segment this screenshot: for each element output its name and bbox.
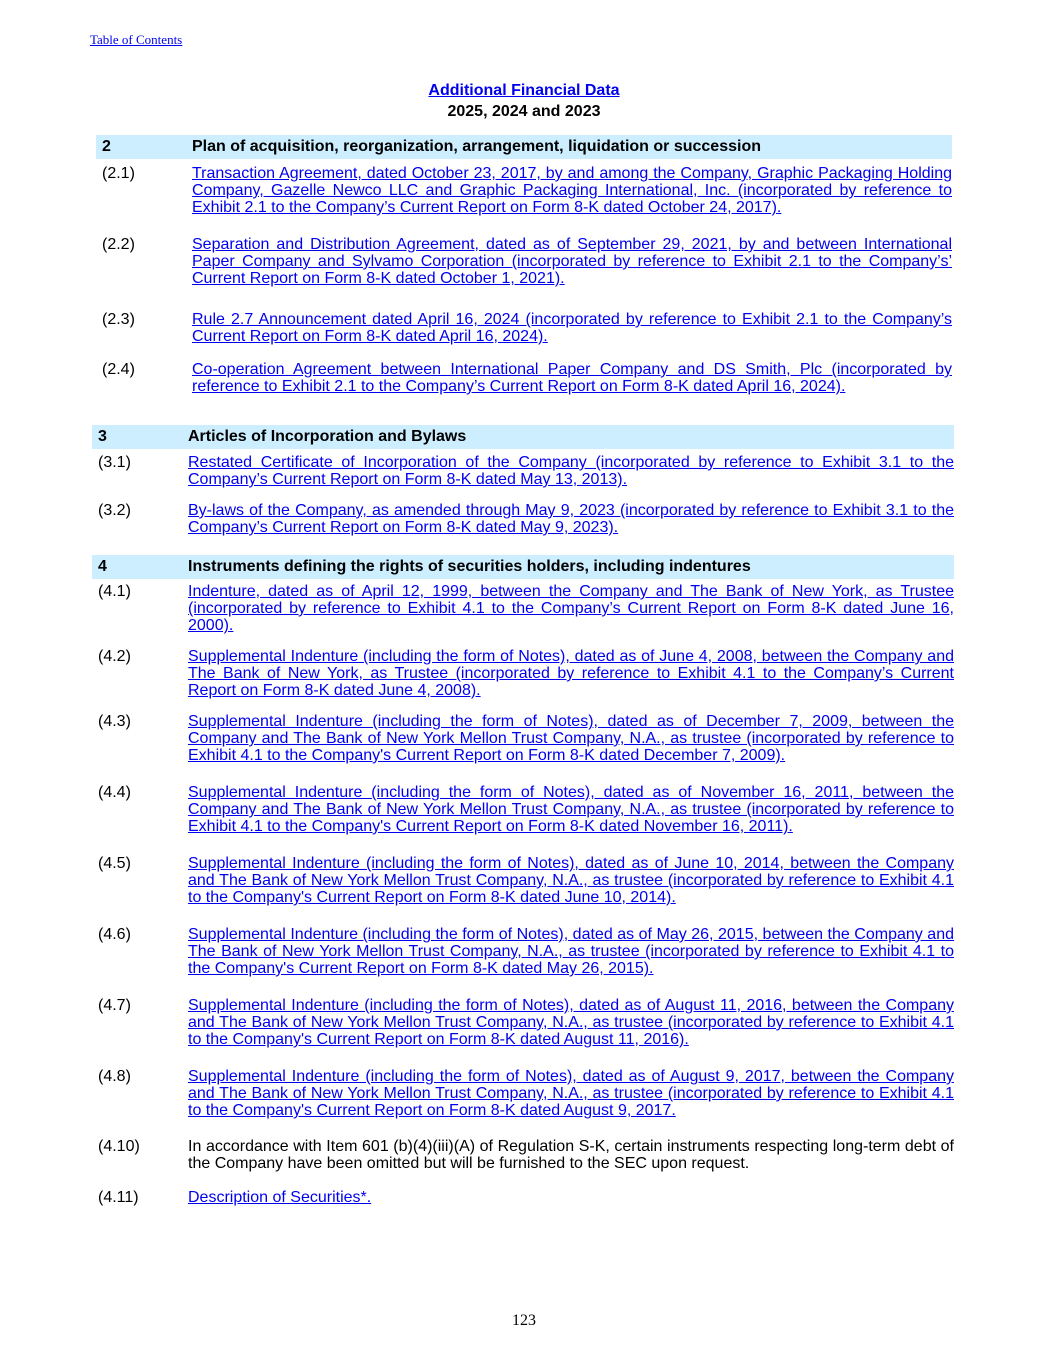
exhibit-row bbox=[92, 997, 954, 1048]
exhibit-number: (4.2) bbox=[98, 648, 131, 665]
exhibit-number: (2.3) bbox=[102, 311, 135, 328]
exhibit-link[interactable]: Supplemental Indenture (including the form of Notes), dated as of December 7, 2009, between the Company and The Bank of New York Mellon Trust Company, N.A., as trustee (incorporated by reference to Exhibit 4.1 to the Company's Current Report on Form 8-K dated December 7, 2009). bbox=[188, 713, 954, 764]
exhibit-number: (3.2) bbox=[98, 502, 131, 519]
exhibit-link[interactable]: Separation and Distribution Agreement, dated as of September 29, 2021, by and between International Paper Company and Sylvamo Corporation (incorporated by reference to Exhibit 2.1 to the Company’s’ Current Report on Form 8-K dated October 1, 2021). bbox=[192, 236, 952, 287]
page-number: 123 bbox=[512, 1312, 536, 1329]
exhibit-row bbox=[92, 502, 954, 536]
table-of-contents-link[interactable]: Table of Contents bbox=[90, 32, 183, 47]
exhibit-row bbox=[96, 236, 952, 287]
exhibit-number: (4.11) bbox=[98, 1189, 139, 1206]
section-header bbox=[92, 425, 954, 449]
section-header bbox=[96, 135, 952, 159]
exhibit-row bbox=[92, 1068, 954, 1119]
exhibit-number: (4.7) bbox=[98, 997, 131, 1014]
exhibit-number: (2.1) bbox=[102, 165, 135, 182]
section-title: Instruments defining the rights of securities holders, including indentures bbox=[188, 558, 751, 575]
section-header bbox=[92, 555, 954, 579]
exhibit-row-text bbox=[188, 1189, 954, 1206]
section-title: Articles of Incorporation and Bylaws bbox=[188, 428, 467, 445]
exhibit-row bbox=[96, 311, 952, 345]
exhibit-link[interactable]: Supplemental Indenture (including the form of Notes), dated as of June 4, 2008, between the Company and The Bank of New York, as Trustee (incorporated by reference to Exhibit 4.1 to the Company’s Current Report on Form 8-K dated June 4, 2008). bbox=[188, 648, 954, 699]
exhibit-link[interactable]: Supplemental Indenture (including the form of Notes), dated as of August 11, 2016, between the Company and The Bank of New York Mellon Trust Company, N.A., as trustee (incorporated by reference to Exhibit 4.1 to the Company's Current Report on Form 8-K dated August 11, 2016). bbox=[188, 997, 954, 1048]
exhibit-link[interactable]: Transaction Agreement, dated October 23, 2017, by and among the Company, Graphic Packaging Holding Company, Gazelle Newco LLC and Graphic Packaging International, Inc. (incorporated by reference to Exhibit 2.1 to the Company’s Current Report on Form 8-K dated October 24, 2017). bbox=[192, 165, 952, 216]
section-2 bbox=[96, 135, 952, 395]
exhibit-row bbox=[92, 1138, 954, 1172]
page-title[interactable] bbox=[0, 82, 1048, 100]
exhibit-row bbox=[92, 926, 954, 977]
exhibit-number: (4.10) bbox=[98, 1138, 140, 1155]
exhibit-number: (4.8) bbox=[98, 1068, 131, 1085]
exhibit-link[interactable]: Rule 2.7 Announcement dated April 16, 2024 (incorporated by reference to Exhibit 2.1 to the Company’s Current Report on Form 8-K dated April 16, 2024). bbox=[192, 311, 952, 345]
exhibit-link[interactable]: Supplemental Indenture (including the form of Notes), dated as of August 9, 2017, between the Company and The Bank of New York Mellon Trust Company, N.A., as trustee (incorporated by reference to Exhibit 4.1 to the Company's Current Report on Form 8-K dated August 9, 2017. bbox=[188, 1068, 954, 1119]
exhibit-number: (4.6) bbox=[98, 926, 131, 943]
section-3 bbox=[92, 425, 954, 536]
section-number: 2 bbox=[102, 138, 111, 155]
section-4 bbox=[92, 555, 954, 1206]
exhibit-number: (2.4) bbox=[102, 361, 135, 378]
exhibit-row bbox=[92, 784, 954, 835]
exhibit-row bbox=[92, 713, 954, 764]
page-title-link[interactable]: Additional Financial Data bbox=[428, 82, 620, 99]
exhibit-row bbox=[96, 165, 952, 216]
exhibit-link[interactable]: Restated Certificate of Incorporation of the Company (incorporated by reference to Exhibit 3.1 to the Company’s Current Report on Form 8-K dated May 13, 2013). bbox=[188, 454, 954, 488]
section-number: 4 bbox=[98, 558, 107, 575]
section-title: Plan of acquisition, reorganization, arrangement, liquidation or succession bbox=[192, 138, 761, 155]
exhibit-row bbox=[92, 1189, 954, 1206]
exhibit-link[interactable]: Indenture, dated as of April 12, 1999, between the Company and The Bank of New York, as Trustee (incorporated by reference to Exhibit 4.1 to the Company’s Current Report on Form 8-K dated June 16, 2000). bbox=[188, 583, 954, 634]
exhibit-number: (4.1) bbox=[98, 583, 131, 600]
exhibit-row bbox=[92, 648, 954, 699]
exhibit-link[interactable]: Supplemental Indenture (including the form of Notes), dated as of November 16, 2011, between the Company and The Bank of New York Mellon Trust Company, N.A., as trustee (incorporated by reference to Exhibit 4.1 to the Company's Current Report on Form 8-K dated November 16, 2011). bbox=[188, 784, 954, 835]
exhibit-number: (3.1) bbox=[98, 454, 131, 471]
exhibit-link[interactable]: Description of Securities*. bbox=[188, 1189, 372, 1206]
exhibit-row bbox=[92, 583, 954, 634]
section-number: 3 bbox=[98, 428, 107, 445]
exhibit-number: (4.4) bbox=[98, 784, 131, 801]
exhibit-row bbox=[96, 361, 952, 395]
exhibit-number: (4.3) bbox=[98, 713, 131, 730]
exhibit-number: (2.2) bbox=[102, 236, 135, 253]
exhibit-link[interactable]: Supplemental Indenture (including the form of Notes), dated as of June 10, 2014, between the Company and The Bank of New York Mellon Trust Company, N.A., as trustee (incorporated by reference to Exhibit 4.1 to the Company's Current Report on Form 8-K dated June 10, 2014). bbox=[188, 855, 954, 906]
exhibit-row bbox=[92, 855, 954, 906]
exhibit-note: In accordance with Item 601 (b)(4)(iii)(A) of Regulation S-K, certain instruments respecting long-term debt of the Company have been omitted but will be furnished to the SEC upon request. bbox=[188, 1138, 954, 1172]
exhibit-link[interactable]: By-laws of the Company, as amended through May 9, 2023 (incorporated by reference to Exhibit 3.1 to the Company’s Current Report on Form 8-K dated May 9, 2023). bbox=[188, 502, 954, 536]
exhibit-number: (4.5) bbox=[98, 855, 131, 872]
exhibit-link[interactable]: Supplemental Indenture (including the form of Notes), dated as of May 26, 2015, between the Company and The Bank of New York Mellon Trust Company, N.A., as trustee (incorporated by reference to Exhibit 4.1 to the Company's Current Report on Form 8-K dated May 26, 2015). bbox=[188, 926, 954, 977]
exhibit-link[interactable]: Co-operation Agreement between International Paper Company and DS Smith, Plc (incorporated by reference to Exhibit 2.1 to the Company’s Current Report on Form 8-K dated April 16, 2024). bbox=[192, 361, 952, 395]
page-subtitle: 2025, 2024 and 2023 bbox=[447, 103, 601, 120]
exhibit-row bbox=[92, 454, 954, 488]
